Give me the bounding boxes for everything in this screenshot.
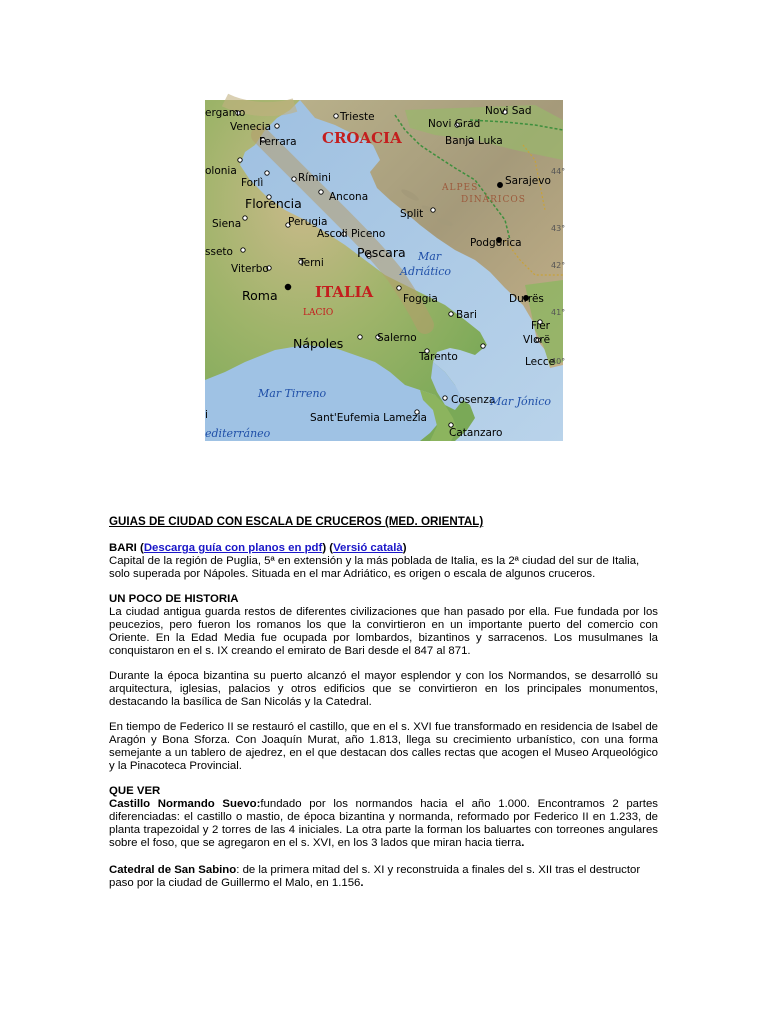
- catalan-version-link[interactable]: Versió català: [333, 542, 403, 554]
- lon-44: 44°: [551, 167, 566, 176]
- city-novi-sad: Novi Sad: [485, 105, 532, 117]
- bari-name: BARI: [109, 542, 137, 554]
- city-novi-grad: Novi Grad: [428, 118, 481, 130]
- city-durres: Durrës: [509, 293, 544, 305]
- city-florencia: Florencia: [245, 196, 302, 211]
- lon-43: 43°: [551, 224, 566, 233]
- city-rimini: Rímini: [298, 172, 331, 184]
- city-banja-luka: Banja Luka: [445, 135, 503, 147]
- city-santeufemia: Sant'Eufemia Lamezia: [310, 412, 427, 424]
- city-bergamo: ergamo: [205, 107, 246, 119]
- city-roma: Roma: [242, 288, 278, 303]
- catedral-name: Catedral de San Sabino: [109, 864, 237, 876]
- quever-heading-text: QUE VER: [109, 785, 161, 797]
- city-ascoli: Ascoli Piceno: [317, 228, 386, 240]
- catedral-end: .: [360, 877, 364, 889]
- bari-paren-mid: ) (: [322, 542, 334, 554]
- historia-heading-text: UN POCO DE HISTORIA: [109, 593, 239, 605]
- city-forli: Forlì: [241, 177, 264, 189]
- historia-paragraph-2: Durante la época bizantina su puerto alcanzó el mayor esplendor y con los Normandos, se desarrolló su arquitectura, iglesias, palacios y otros edificios que se convirtieron en los principales monumentos, destacando la basílica de San Nicolás y la Catedral.: [109, 670, 658, 708]
- city-vlore: Vlorë: [523, 334, 551, 346]
- italy-croatia-map: [205, 100, 566, 441]
- city-venecia: Venecia: [230, 121, 272, 133]
- city-siena: Siena: [212, 218, 242, 230]
- historia-heading: [109, 593, 658, 606]
- map-svg: [205, 100, 566, 441]
- lon-41: 41°: [551, 308, 566, 317]
- city-napoles: Nápoles: [293, 336, 344, 351]
- city-podgorica: Podgorica: [470, 237, 522, 249]
- catedral-paragraph: [109, 864, 658, 890]
- city-pescara: Pescara: [357, 245, 406, 260]
- city-cosenza: Cosenza: [451, 394, 496, 406]
- city-viterbo: Viterbo: [231, 263, 269, 275]
- lon-42: 42°: [551, 261, 566, 270]
- city-grosseto: sseto: [205, 246, 233, 258]
- castillo-paragraph: [109, 798, 658, 850]
- castillo-name: Castillo Normando Suevo:: [109, 798, 261, 810]
- city-ferrara: Ferrara: [259, 136, 297, 148]
- page-title: GUIAS DE CIUDAD CON ESCALA DE CRUCEROS (MED. ORIENTAL): [109, 515, 484, 528]
- sea-jonico: Mar Jónico: [490, 395, 551, 408]
- city-foggia: Foggia: [403, 293, 438, 305]
- historia-paragraph-3: En tiempo de Federico II se restauró el castillo, que en el s. XVI fue transformado en residencia de Isabel de Aragón y Bona Sforza. Con Joaquín Murat, año 1.813, llega su crecimiento urbanístico, con una forma semejante a un tablero de ajedrez, en el que destacan dos calles rectas que acogen el Museo Arqueológico y la Pinacoteca Provincial.: [109, 721, 658, 772]
- region-lacio: LACIO: [303, 308, 334, 318]
- city-tarento: Tarento: [419, 351, 458, 363]
- catedral-text: : de la primera mitad del s. XI y reconstruida a finales del s. XII tras el destructor paso por la ciudad de Guillermo el Malo, en 1.156: [109, 864, 641, 889]
- city-ancona: Ancona: [329, 191, 369, 203]
- city-bari: Bari: [456, 309, 477, 321]
- castillo-text: fundado por los normandos hacia el año 1.000. Encontramos 2 partes diferenciadas: el castillo o mastio, de época bizantina y normanda, reformado por Federico II en 1.233, de planta trapezoidal y 2 torres de las 4 iniciales. La otra parte la forman los baluartes con torreones angulares sobre el foso, que se agregaron en el s. XVI, en los 3 lados que miran hacia tierra: [109, 798, 658, 849]
- download-guide-link[interactable]: Descarga guía con planos en pdf: [143, 542, 323, 554]
- city-bolonia: olonia: [205, 165, 237, 177]
- city-trieste: Trieste: [340, 111, 375, 123]
- city-fier: Fier: [531, 320, 550, 332]
- lon-40: 40°: [551, 357, 566, 366]
- document-body: [109, 515, 658, 890]
- city-catanzaro: Catanzaro: [449, 427, 503, 439]
- country-croacia: CROACIA: [322, 129, 402, 147]
- bari-paren-close: ): [402, 542, 407, 554]
- mountains-line1: ALPES: [442, 183, 479, 193]
- mountains-line2: DINÁRICOS: [461, 195, 526, 205]
- country-italia: ITALIA: [315, 283, 374, 301]
- bari-intro: Capital de la región de Puglia, 5ª en extensión y la más poblada de Italia, es la 2ª ciudad del sur de Italia, solo superada por Nápoles. Situada en el mar Adriático, es origen o escala de algunos cruceros.: [109, 555, 640, 580]
- historia-paragraph-1: La ciudad antigua guarda restos de diferentes civilizaciones que han pasado por ella. Fue fundada por los peucezios, pero fueron los romanos los que la convirtieron en un importante puerto del comercio con Oriente. En la Edad Media fue ocupada por lombardos, bizantinos y sarracenos. Los musulmanes la conquistaron en el s. IX creando el emirato de Bari desde el 847 al 871.: [109, 606, 658, 657]
- city-sarajevo: Sarajevo: [505, 175, 551, 187]
- sea-mediterraneo: editerráneo: [205, 427, 271, 440]
- sea-tirreno: Mar Tirreno: [258, 387, 327, 400]
- city-terni: Terni: [299, 257, 324, 269]
- sea-adriatico-1: Mar: [418, 250, 442, 263]
- city-lecce: Lecce: [525, 356, 556, 368]
- sea-adriatico-2: Adriático: [400, 265, 452, 278]
- city-salerno: Salerno: [377, 332, 417, 344]
- mediterraneo-prefix: i: [205, 409, 208, 421]
- castillo-end: .: [521, 837, 525, 849]
- bari-header: [109, 542, 658, 555]
- city-split: Split: [400, 208, 424, 220]
- quever-heading: [109, 785, 658, 798]
- bari-paren-open: (: [136, 542, 144, 554]
- city-perugia: Perugia: [288, 216, 328, 228]
